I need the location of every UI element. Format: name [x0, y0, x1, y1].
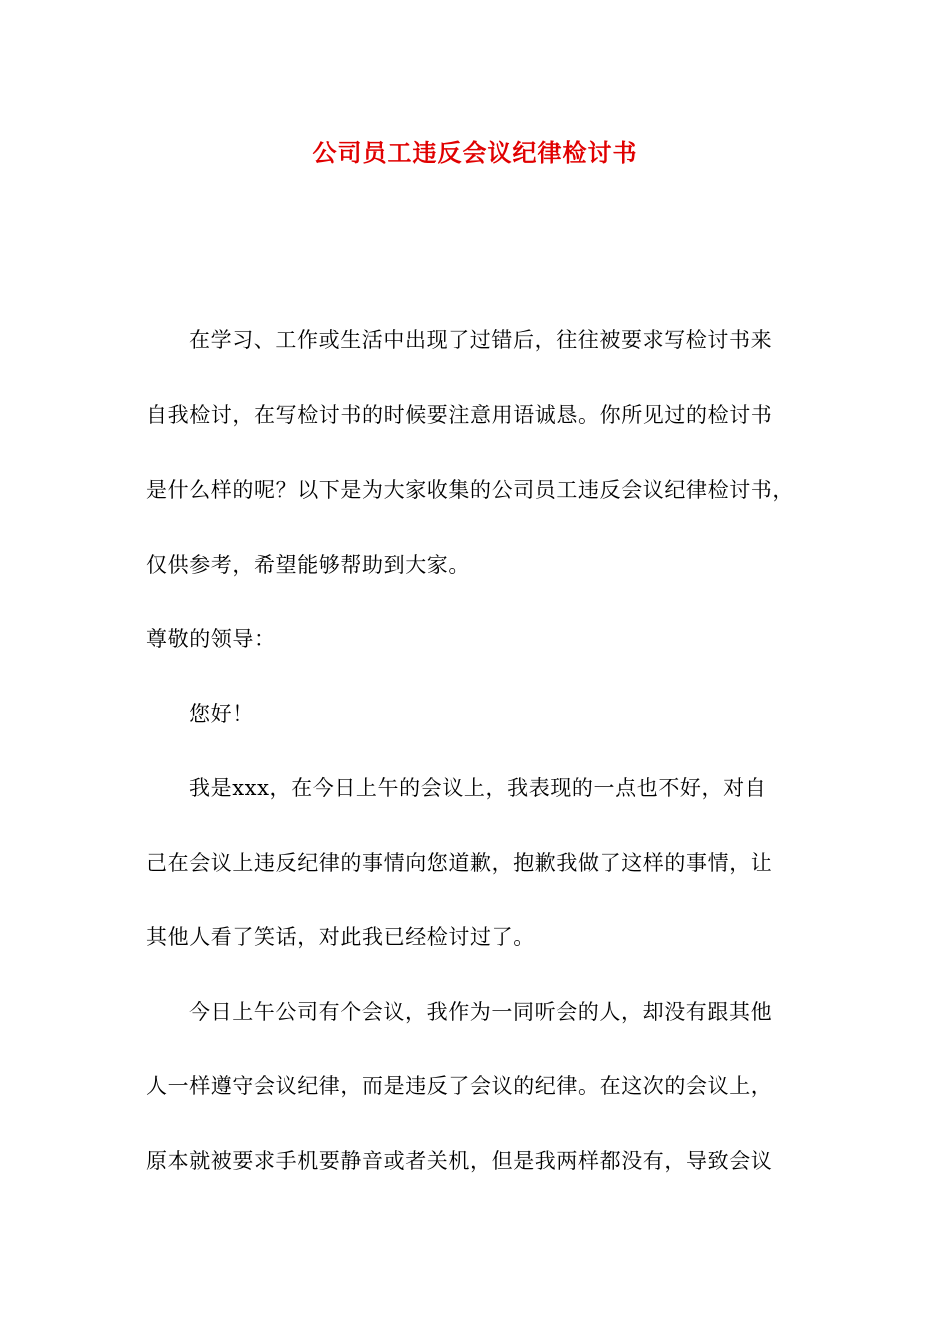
- body-line-7: 我是xxx，在今日上午的会议上，我表现的一点也不好，对自: [189, 776, 767, 800]
- body-line-1: 在学习、工作或生活中出现了过错后，往往被要求写检讨书来: [189, 328, 773, 352]
- body-line-4: 仅供参考，希望能够帮助到大家。: [146, 553, 470, 577]
- body-line-8: 己在会议上违反纪律的事情向您道歉，抱歉我做了这样的事情，让: [146, 851, 773, 875]
- body-line-9: 其他人看了笑话，对此我已经检讨过了。: [146, 925, 535, 949]
- body-line-11: 人一样遵守会议纪律，而是违反了会议的纪律。在这次的会议上，: [146, 1074, 773, 1098]
- body-line-10: 今日上午公司有个会议，我作为一同听会的人，却没有跟其他: [189, 1000, 773, 1024]
- body-line-3: 是什么样的呢？以下是为大家收集的公司员工违反会议纪律检讨书，: [146, 478, 794, 502]
- document-title: 公司员工违反会议纪律检讨书: [312, 139, 638, 167]
- salutation: 尊敬的领导：: [146, 627, 276, 651]
- body-line-12: 原本就被要求手机要静音或者关机，但是我两样都没有，导致会议: [146, 1149, 773, 1173]
- body-line-2: 自我检讨，在写检讨书的时候要注意用语诚恳。你所见过的检讨书: [146, 403, 773, 427]
- greeting: 您好！: [189, 702, 254, 726]
